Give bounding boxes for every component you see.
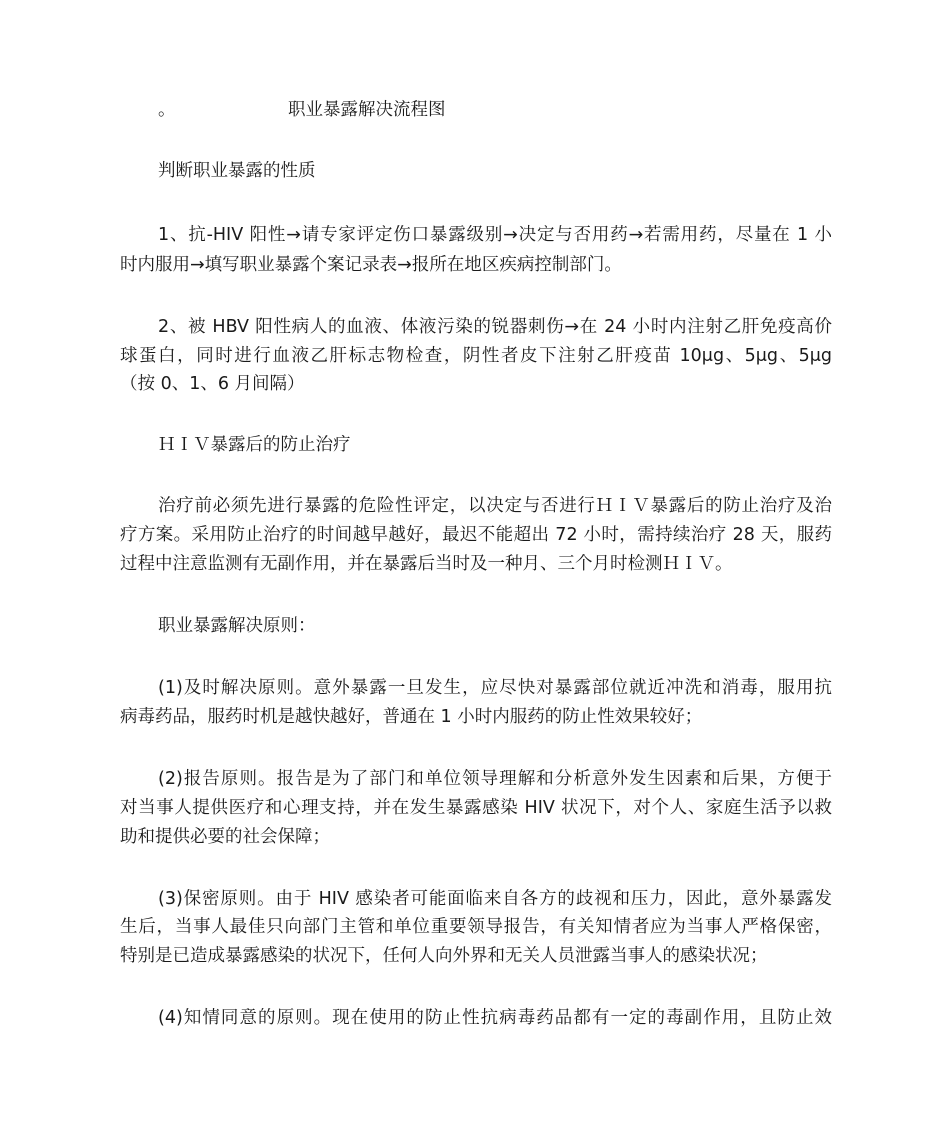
page-title: 职业暴露解决流程图 (288, 100, 446, 120)
principle3-line3: 特别是已造成暴露感染的状况下，任何人向外界和无关人员泄露当事人的感染状况； (120, 946, 768, 966)
principle4-line1: (4)知情同意的原则。现在使用的防止性抗病毒药品都有一定的毒副作用，且防止效 (158, 1008, 832, 1028)
principle1-line1: (1)及时解决原则。意外暴露一旦发生，应尽快对暴露部位就近冲洗和消毒，服用抗 (158, 678, 832, 698)
item2-line2: 球蛋白，同时进行血液乙肝标志物检查，阴性者皮下注射乙肝疫苗 10μg、5μg、5μg (120, 346, 832, 366)
principle3-line2: 生后，当事人最佳只向部门主管和单位重要领导报告，有关知情者应为当事人严格保密， (120, 917, 832, 937)
principle3-line1: (3)保密原则。由于 HIV 感染者可能面临来自各方的歧视和压力，因此，意外暴露发 (158, 889, 832, 909)
principle2-line2: 对当事人提供医疗和心理支持，并在发生暴露感染 HIV 状况下，对个人、家庭生活予以救 (120, 798, 832, 818)
hiv-para-line3: 过程中注意监测有无副作用，并在暴露后当时及一种月、三个月时检测ＨＩＶ。 (120, 554, 733, 574)
title-mark: 。 (158, 100, 176, 120)
item1-line2: 时内服用→填写职业暴露个案记录表→报所在地区疾病控制部门。 (120, 255, 622, 275)
heading-hiv-prevention: ＨＩＶ暴露后的防止治疗 (158, 435, 351, 455)
heading-nature: 判断职业暴露的性质 (158, 161, 316, 181)
hiv-para-line2: 疗方案。采用防止治疗的时间越早越好，最迟不能超出 72 小时，需持续治疗 28 天，服药 (120, 525, 832, 545)
principle2-line3: 助和提供必要的社会保障； (120, 827, 330, 847)
item2-line3: （按 0、1、6 月间隔） (120, 374, 305, 394)
item1-line1: 1、抗-HIV 阳性→请专家评定伤口暴露级别→决定与否用药→若需用药，尽量在 1 小 (158, 225, 832, 245)
heading-principles: 职业暴露解决原则： (158, 616, 316, 636)
hiv-para-line1: 治疗前必须先进行暴露的危险性评定，以决定与否进行ＨＩＶ暴露后的防止治疗及治 (158, 496, 832, 516)
principle1-line2: 病毒药品，服药时机是越快越好，普通在 1 小时内服药的防止性效果较好； (120, 707, 703, 727)
item2-line1: 2、被 HBV 阳性病人的血液、体液污染的锐器刺伤→在 24 小时内注射乙肝免疫高价 (158, 317, 832, 337)
principle2-line1: (2)报告原则。报告是为了部门和单位领导理解和分析意外发生因素和后果，方便于 (158, 769, 832, 789)
